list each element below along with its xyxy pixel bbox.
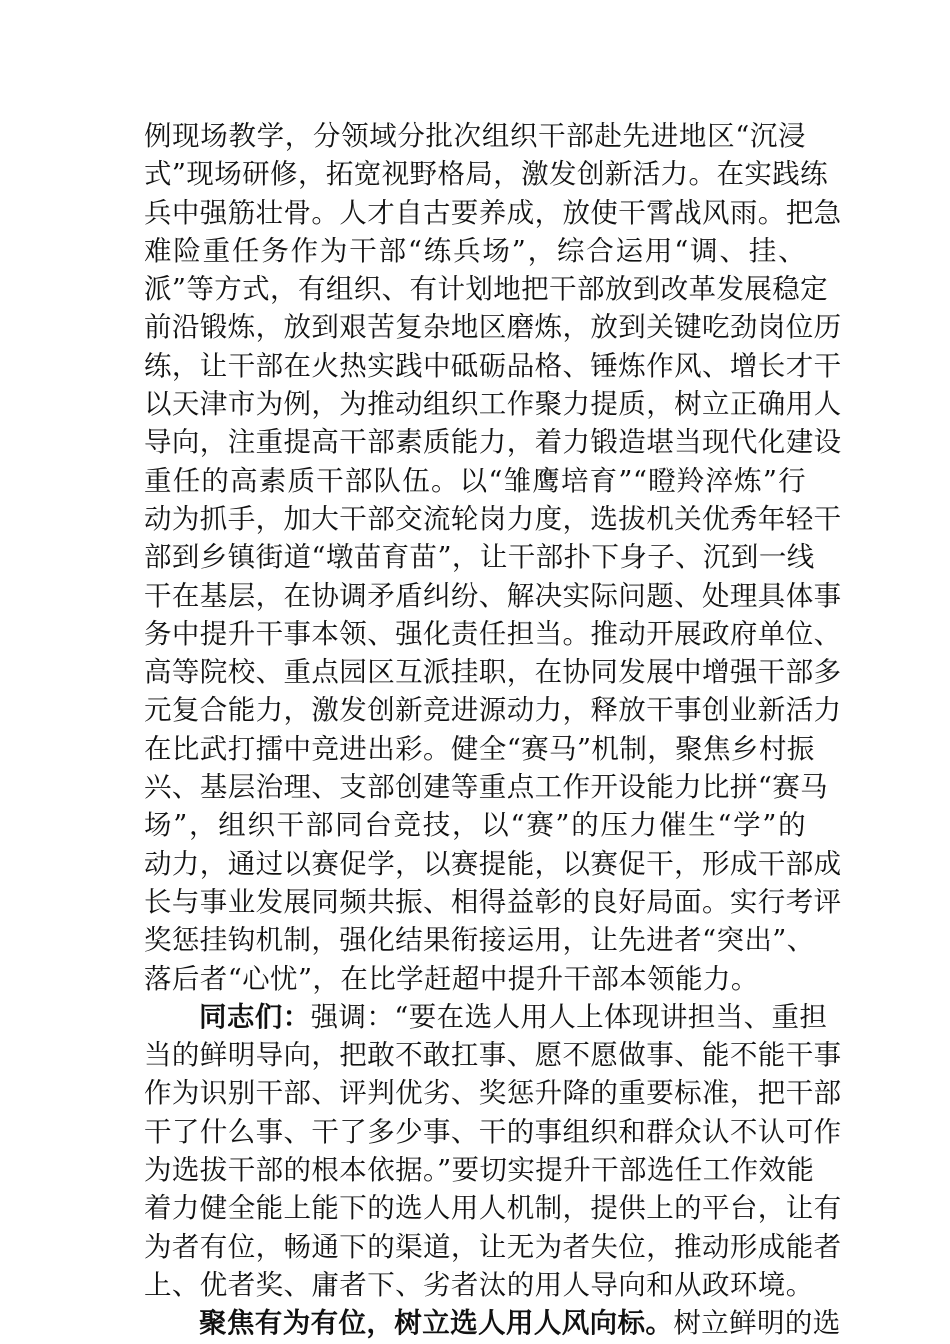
paragraph-first-line [144,998,828,1036]
text-line: 派”等方式，有组织、有计划地把干部放到改革发展稳定 [144,273,829,306]
bold-heading: 聚焦有为有位，树立选人用人风向标。 [199,1307,674,1340]
text-line: 例现场教学，分领域分批次组织干部赴先进地区“沉浸 [144,120,806,152]
text-line: 导向，注重提高干部素质能力，着力锻造堪当现代化建设 [144,426,842,459]
text-span: 强调：“要在选人用人上体现讲担当、重担 [310,1000,828,1033]
text-line: 为者有位，畅通下的渠道，让无为者失位，推动形成能者 [144,1230,842,1263]
text-line: 部到乡镇街道“墩苗育苗”，让干部扑下身子、沉到一线 [144,541,815,574]
text-line: 练，让干部在火热实践中砥砺品格、锤炼作风、增长才干 [144,349,842,382]
text-line: 落后者“心忧”，在比学赶超中提升干部本领能力。 [144,962,759,995]
text-line: 干了什么事、干了多少事、干的事组织和群众认不认可作 [144,1115,842,1148]
text-line: 高等院校、重点园区互派挂职，在协同发展中增强干部多 [144,656,842,689]
text-line: 当的鲜明导向，把敢不敢扛事、愿不愿做事、能不能干事 [144,1039,842,1072]
text-line: 兴、基层治理、支部创建等重点工作开设能力比拼“赛马 [144,771,829,804]
text-span: 树立鲜明的选 [673,1307,841,1340]
text-line: 作为识别干部、评判优劣、奖惩升降的重要标准，把干部 [144,1077,842,1110]
text-line: 在比武打擂中竞进出彩。健全“赛马”机制，聚焦乡村振 [144,732,815,765]
text-line: 元复合能力，激发创新竞进源动力，释放干事创业新活力 [144,694,842,727]
text-line: 前沿锻炼，放到艰苦复杂地区磨炼，放到关键吃劲岗位历 [144,311,842,344]
text-line: 重任的高素质干部队伍。以“雏鹰培育”“瞪羚淬炼”行 [144,464,806,497]
text-line: 为选拔干部的根本依据。”要切实提升干部选任工作效能 [144,1154,815,1187]
text-line: 上、优者奖、庸者下、劣者汰的用人导向和从政环境。 [144,1268,814,1301]
text-line: 务中提升干事本领、强化责任担当。推动开展政府单位、 [144,617,842,650]
text-line: 动为抓手，加大干部交流轮岗力度，选拔机关优秀年轻干 [144,502,842,535]
text-line: 奖惩挂钩机制，强化结果衔接运用，让先进者“突出”、 [144,924,815,957]
text-line: 式”现场研修，拓宽视野格局，激发创新活力。在实践练 [144,158,829,191]
text-line: 场”，组织干部同台竞技，以“赛”的压力催生“学”的 [144,809,806,842]
bold-lead: 同志们： [199,1000,311,1033]
text-line: 难险重任务作为干部“练兵场”，综合运用“调、挂、 [144,234,806,267]
text-line: 动力，通过以赛促学，以赛提能，以赛促干，形成干部成 [144,847,842,880]
paragraph-first-line [144,1304,841,1342]
text-line: 以天津市为例，为推动组织工作聚力提质，树立正确用人 [144,388,842,421]
text-line: 干在基层，在协调矛盾纠纷、解决实际问题、处理具体事 [144,579,842,612]
text-line: 着力健全能上能下的选人用人机制，提供上的平台，让有 [144,1192,842,1225]
text-line: 长与事业发展同频共振、相得益彰的良好局面。实行考评 [144,885,842,918]
text-line: 兵中强筋壮骨。人才自古要养成，放使干霄战风雨。把急 [144,196,842,229]
body-text [144,117,842,1343]
